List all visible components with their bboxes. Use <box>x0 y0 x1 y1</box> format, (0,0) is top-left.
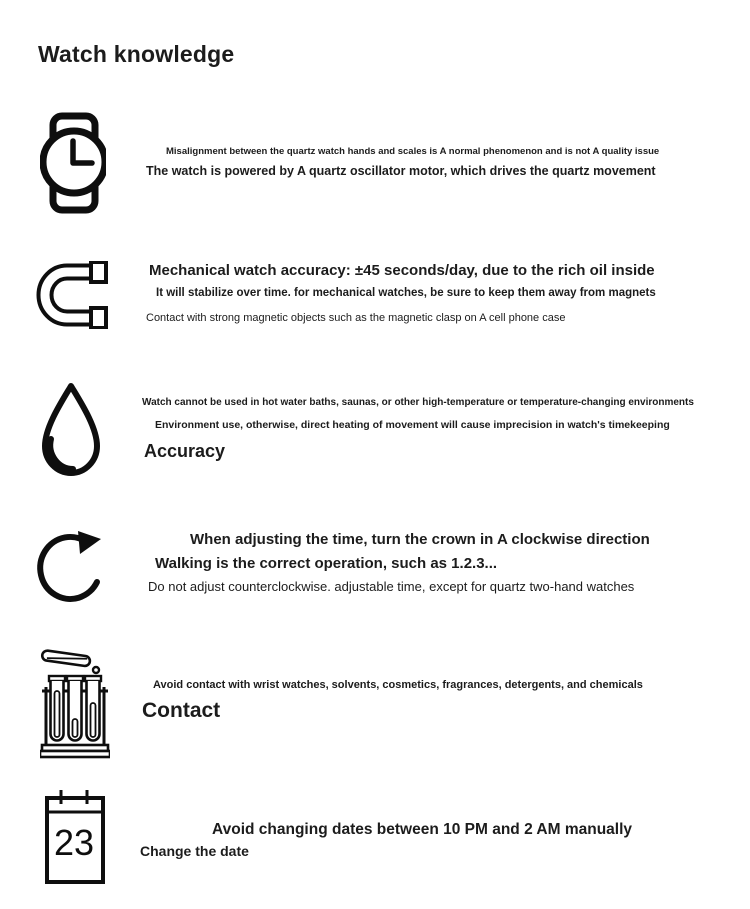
chemicals-heading: Contact <box>142 699 221 722</box>
date-sub-text: Change the date <box>140 843 249 859</box>
date-main-text: Avoid changing dates between 10 PM and 2 AM manually <box>212 821 633 838</box>
adjustment-note-text: Do not adjust counterclockwise. adjustable time, except for quartz two-hand watches <box>148 579 635 594</box>
page-title: Watch knowledge <box>38 41 235 67</box>
magnetism-sub-text: It will stabilize over time. for mechanical watches, be sure to keep them away from magnets <box>156 287 656 299</box>
magnetism-main-text: Mechanical watch accuracy: ±45 seconds/day, due to the rich oil inside <box>149 262 655 279</box>
adjustment-sub-text: Walking is the correct operation, such as 1.2.3... <box>155 555 498 572</box>
calendar-day-number: 23 <box>53 822 95 863</box>
calendar-icon <box>44 789 106 885</box>
temperature-heading: Accuracy <box>144 441 226 461</box>
magnetism-note-text: Contact with strong magnetic objects such as the magnetic clasp on A cell phone case <box>146 312 566 324</box>
temperature-sub-text: Environment use, otherwise, direct heating of movement will cause imprecision in watch's timekeeping <box>155 419 670 431</box>
temperature-note-text: Watch cannot be used in hot water baths, saunas, or other high-temperature or temperature-changing environments <box>142 397 694 408</box>
adjustment-main-text: When adjusting the time, turn the crown in A clockwise direction <box>190 531 650 548</box>
movement-main-text: The watch is powered by A quartz oscillator motor, which drives the quartz movement <box>146 164 656 178</box>
chemicals-note-text: Avoid contact with wrist watches, solvents, cosmetics, fragrances, detergents, and chemicals <box>153 679 643 691</box>
movement-note-text: Misalignment between the quartz watch hands and scales is A normal phenomenon and is not A quality issue <box>166 146 660 157</box>
